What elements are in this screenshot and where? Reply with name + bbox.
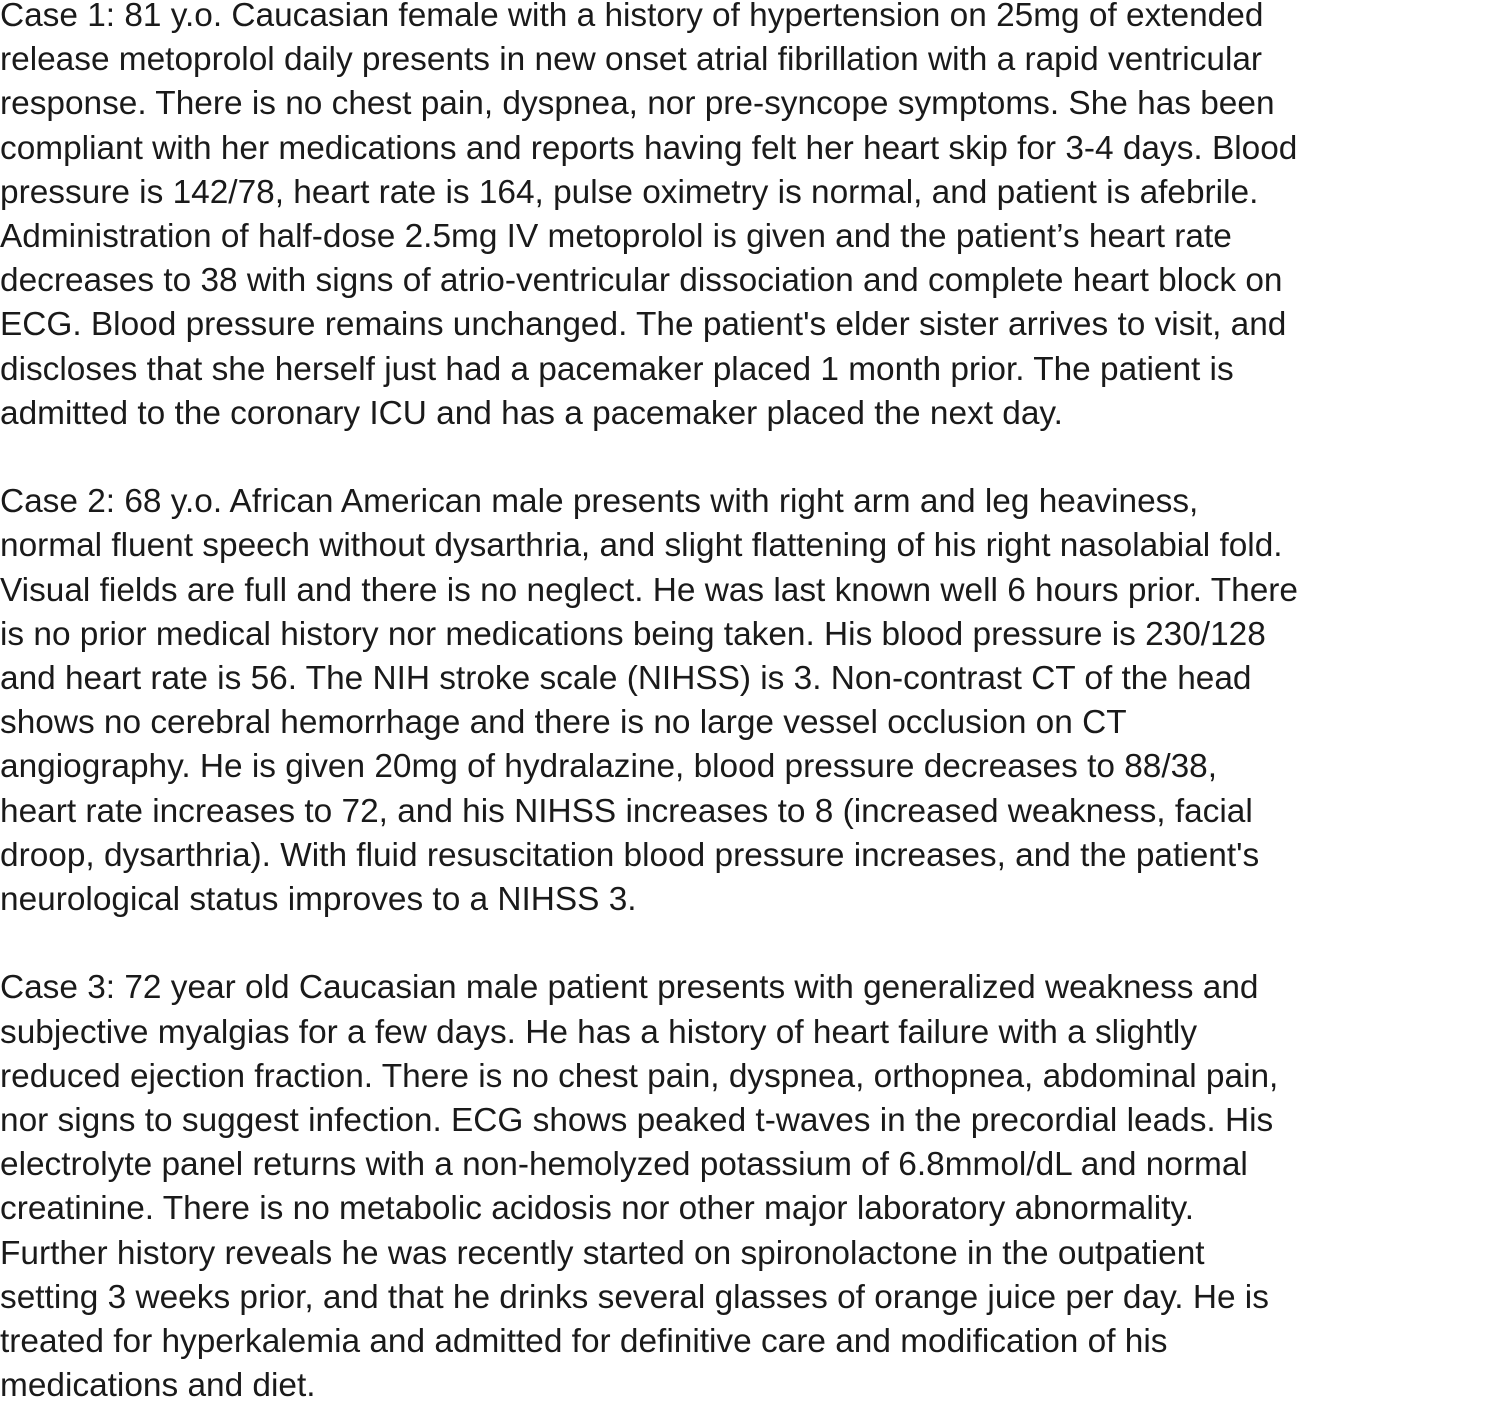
text-line: pressure is 142/78, heart rate is 164, pulse oximetry is normal, and patient is afebrile. [0,173,1259,211]
text-line: and heart rate is 56. The NIH stroke scale (NIHSS) is 3. Non-contrast CT of the head [0,660,1252,698]
text-line: heart rate increases to 72, and his NIHSS increases to 8 (increased weakness, facial [0,792,1253,830]
text-line: Case 1: 81 y.o. Caucasian female with a history of hypertension on 25mg of extended [0,0,1264,34]
text-line: droop, dysarthria). With fluid resuscitation blood pressure increases, and the patient's [0,836,1260,874]
text-line: normal fluent speech without dysarthria, and slight flattening of his right nasolabial fold. [0,527,1283,565]
text-line: shows no cerebral hemorrhage and there is no large vessel occlusion on CT [0,704,1127,742]
text-line: admitted to the coronary ICU and has a pacemaker placed the next day. [0,394,1063,432]
text-line: reduced ejection fraction. There is no chest pain, dyspnea, orthopnea, abdominal pain, [0,1057,1279,1095]
text-line: release metoprolol daily presents in new onset atrial fibrillation with a rapid ventricular [0,41,1263,79]
paragraph-spacer [0,436,1500,480]
text-line: response. There is no chest pain, dyspnea, nor pre-syncope symptoms. She has been [0,85,1275,123]
text-line: is no prior medical history nor medications being taken. His blood pressure is 230/128 [0,615,1266,653]
text-line: Case 3: 72 year old Caucasian male patient presents with generalized weakness and [0,969,1259,1007]
text-line: creatinine. There is no metabolic acidosis nor other major laboratory abnormality. [0,1190,1194,1228]
paragraph-spacer [0,922,1500,966]
text-line: decreases to 38 with signs of atrio-ventricular dissociation and complete heart block on [0,262,1283,300]
text-line: subjective myalgias for a few days. He has a history of heart failure with a slightly [0,1013,1198,1051]
text-line: discloses that she herself just had a pacemaker placed 1 month prior. The patient is [0,350,1234,388]
text-line: nor signs to suggest infection. ECG shows peaked t-waves in the precordial leads. His [0,1102,1274,1140]
text-line: compliant with her medications and reports having felt her heart skip for 3-4 days. Blood [0,129,1298,167]
text-line: Visual fields are full and there is no neglect. He was last known well 6 hours prior. There [0,571,1298,609]
text-line: Case 2: 68 y.o. African American male presents with right arm and leg heaviness, [0,483,1199,521]
text-line: treated for hyperkalemia and admitted for definitive care and modification of his [0,1323,1168,1361]
text-line: angiography. He is given 20mg of hydralazine, blood pressure decreases to 88/38, [0,748,1218,786]
case-3-paragraph [0,966,1500,1408]
text-line: ECG. Blood pressure remains unchanged. The patient's elder sister arrives to visit, and [0,306,1287,344]
text-line: medications and diet. [0,1367,316,1405]
text-line: Administration of half-dose 2.5mg IV metoprolol is given and the patient’s heart rate [0,218,1232,256]
text-line: Further history reveals he was recently started on spironolactone in the outpatient [0,1234,1205,1272]
text-line: electrolyte panel returns with a non-hemolyzed potassium of 6.8mmol/dL and normal [0,1146,1248,1184]
text-line: setting 3 weeks prior, and that he drinks several glasses of orange juice per day. He is [0,1278,1269,1316]
case-1-paragraph [0,0,1500,436]
text-line: neurological status improves to a NIHSS 3. [0,881,637,919]
case-2-paragraph [0,480,1500,922]
